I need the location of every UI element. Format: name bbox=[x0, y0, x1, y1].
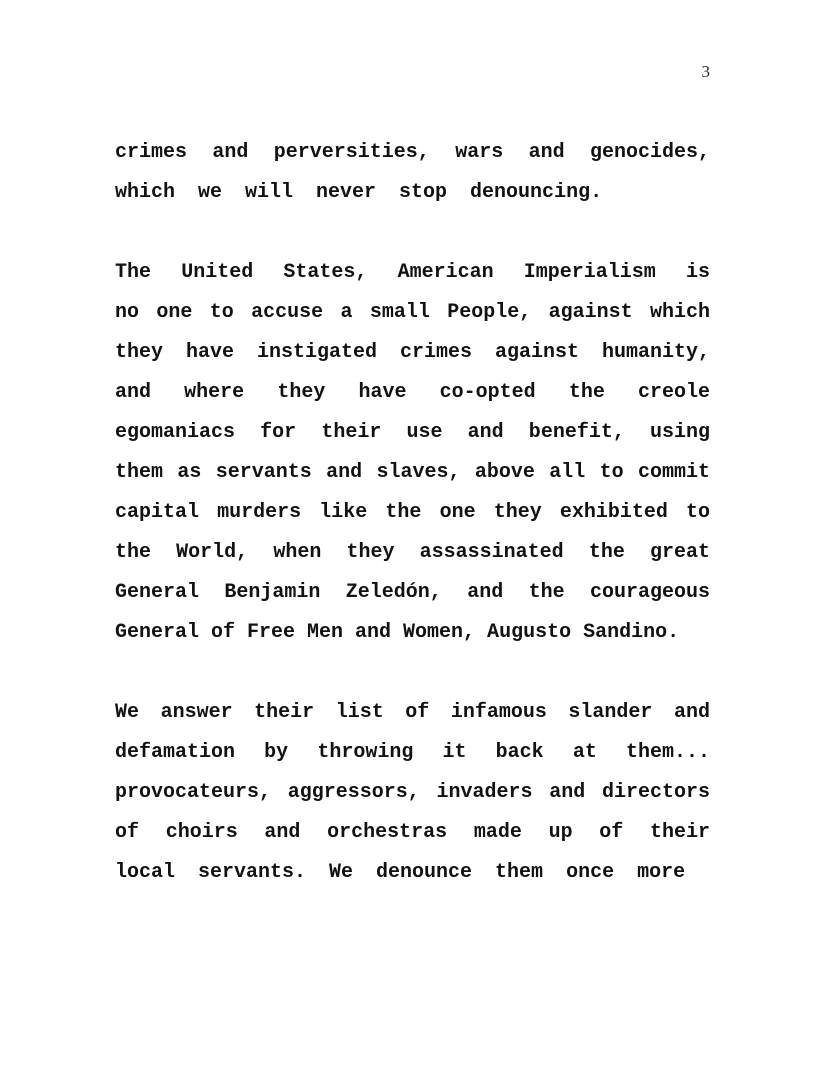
paragraph bbox=[115, 253, 710, 653]
text-line: defamation by throwing it back at them... bbox=[115, 741, 710, 764]
text-line: egomaniacs for their use and benefit, using bbox=[115, 421, 710, 444]
text-line: We answer their list of infamous slander and bbox=[115, 701, 710, 724]
document-body bbox=[115, 133, 710, 893]
paragraph bbox=[115, 693, 710, 893]
text-line: capital murders like the one they exhibited to bbox=[115, 501, 710, 524]
text-line: of choirs and orchestras made up of their bbox=[115, 821, 710, 844]
text-line: crimes and perversities, wars and genocides, bbox=[115, 141, 710, 164]
text-line: which we will never stop denouncing. bbox=[115, 181, 603, 204]
text-line: local servants. We denounce them once more bbox=[115, 861, 686, 884]
text-line: them as servants and slaves, above all to commit bbox=[115, 461, 710, 484]
text-line: General of Free Men and Women, Augusto Sandino. bbox=[115, 621, 680, 644]
text-line: the World, when they assassinated the great bbox=[115, 541, 710, 564]
page-number: 3 bbox=[701, 62, 710, 81]
text-line: and where they have co-opted the creole bbox=[115, 381, 710, 404]
text-line: no one to accuse a small People, against which bbox=[115, 301, 710, 324]
text-line: they have instigated crimes against humanity, bbox=[115, 341, 710, 364]
paragraph bbox=[115, 133, 710, 213]
text-line: provocateurs, aggressors, invaders and directors bbox=[115, 781, 710, 804]
text-line: General Benjamin Zeledón, and the courageous bbox=[115, 581, 710, 604]
text-line: The United States, American Imperialism is bbox=[115, 261, 710, 284]
